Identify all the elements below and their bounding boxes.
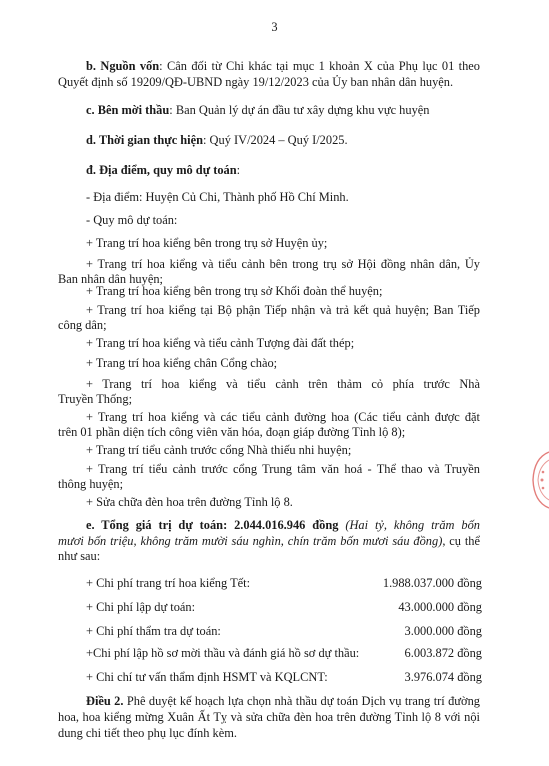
inviting-party-text: : Ban Quản lý dự án đầu tư xây dựng khu vực huyện xyxy=(169,103,430,117)
scale-item: + Trang trí hoa kiểng chân Cổng chào; xyxy=(86,356,278,370)
duration-label: d. Thời gian thực hiện xyxy=(86,133,204,147)
funding-source-line-2: Quyết định số 19209/QĐ-UBND ngày 19/12/2023 của Ủy ban nhân dân huyện. xyxy=(58,75,454,89)
article-2-line-2: hoa, hoa kiểng mừng Xuân Ất Tỵ và sửa chữa đèn hoa trên đường Tỉnh lộ 8 với nội xyxy=(58,710,480,724)
cost-label: + Chi phí trang trí hoa kiểng Tết: xyxy=(86,576,251,590)
seal-stamp-fragment xyxy=(528,450,549,510)
location-heading-colon: : xyxy=(236,163,241,177)
scale-item: + Trang trí tiểu cảnh trước cổng Trung tâm văn hoá - Thể thao và Truyền xyxy=(86,462,480,476)
cost-amount: 3.000.000 đồng xyxy=(404,624,482,638)
total-value-tail: , cụ thể xyxy=(442,534,480,548)
funding-source-line-1 xyxy=(86,59,480,74)
total-value-words: (Hai tỷ, không trăm bốn xyxy=(345,518,480,532)
article-2-line-1 xyxy=(86,694,480,709)
cost-amount: 3.976.074 đồng xyxy=(404,670,482,684)
scale-item: + Trang trí hoa kiểng bên trong trụ sở Huyện ủy; xyxy=(86,236,328,250)
cost-amount: 6.003.872 đồng xyxy=(404,646,482,660)
scale-item: + Trang trí hoa kiểng và các tiểu cảnh đường hoa (Các tiểu cảnh được đặt xyxy=(86,410,480,424)
scale-item: + Trang trí hoa kiểng bên trong trụ sở Khối đoàn thể huyện; xyxy=(86,284,383,298)
funding-source-label: b. Nguồn vốn xyxy=(86,59,160,73)
funding-source-text: : Cân đối từ Chi khác tại mục 1 khoản X của Phụ lục 01 theo xyxy=(159,59,480,73)
cost-label: + Chi chí tư vấn thẩm định HSMT và KQLCNT: xyxy=(86,670,328,684)
article-2-text: Phê duyệt kế hoạch lựa chọn nhà thầu dự toán Dịch vụ trang trí đường xyxy=(126,694,480,708)
scale-heading: - Quy mô dự toán: xyxy=(86,213,178,227)
scale-item-continued: công dân; xyxy=(58,318,107,332)
scale-item-continued: Truyền Thống; xyxy=(58,392,133,406)
cost-label: + Chi phí thẩm tra dự toán: xyxy=(86,624,221,638)
article-2-line-3: dung chi tiết theo phụ lục đính kèm. xyxy=(58,726,237,740)
scale-item: + Trang trí tiểu cảnh trước cổng Nhà thiếu nhi huyện; xyxy=(86,443,352,457)
cost-label: + Chi phí lập dự toán: xyxy=(86,600,196,614)
location-heading-label: đ. Địa điểm, quy mô dự toán xyxy=(86,163,237,177)
cost-amount: 43.000.000 đồng xyxy=(398,600,482,614)
total-value-line-3: như sau: xyxy=(58,549,101,563)
cost-amount: 1.988.037.000 đồng xyxy=(382,576,482,590)
scale-item: + Trang trí hoa kiểng tại Bộ phận Tiếp nhận và trả kết quả huyện; Ban Tiếp xyxy=(86,303,480,317)
scale-item-continued: trên 01 phần diện tích công viên văn hóa, đoạn giáp đường Tỉnh lộ 8); xyxy=(58,425,406,439)
inviting-party-label: c. Bên mời thầu xyxy=(86,103,170,117)
location-text: - Địa điểm: Huyện Củ Chi, Thành phố Hồ Chí Minh. xyxy=(86,190,349,204)
duration-text: : Quý IV/2024 – Quý I/2025. xyxy=(203,133,348,147)
total-value-words-continued: mươi bốn triệu, không trăm mười sáu nghìn, chín trăm bốn mươi sáu đồng) xyxy=(58,534,443,548)
duration-line xyxy=(86,133,348,148)
cost-label: +Chi phí lập hồ sơ mời thầu và đánh giá hồ sơ dự thầu: xyxy=(86,646,360,660)
scale-item: + Trang trí hoa kiểng và tiểu cảnh Tượng đài đất thép; xyxy=(86,336,355,350)
location-heading xyxy=(86,163,240,178)
scale-item-continued: Ban nhân dân huyện; xyxy=(58,272,163,286)
scale-item: + Trang trí hoa kiểng và tiểu cảnh bên trong trụ sở Hội đồng nhân dân, Ủy xyxy=(86,257,480,271)
article-2-label: Điều 2. xyxy=(86,694,124,708)
total-value-label: e. Tổng giá trị dự toán: 2.044.016.946 đồng xyxy=(86,518,339,532)
scale-item: + Sửa chữa đèn hoa trên đường Tỉnh lộ 8. xyxy=(86,495,293,509)
total-value-line-1 xyxy=(86,518,480,533)
scale-item-continued: thông huyện; xyxy=(58,477,124,491)
scale-item: + Trang trí hoa kiểng và tiểu cảnh trên thảm cỏ phía trước Nhà xyxy=(86,377,480,391)
total-value-line-2 xyxy=(58,534,480,549)
page-number: 3 xyxy=(271,20,278,34)
inviting-party-line xyxy=(86,103,429,118)
